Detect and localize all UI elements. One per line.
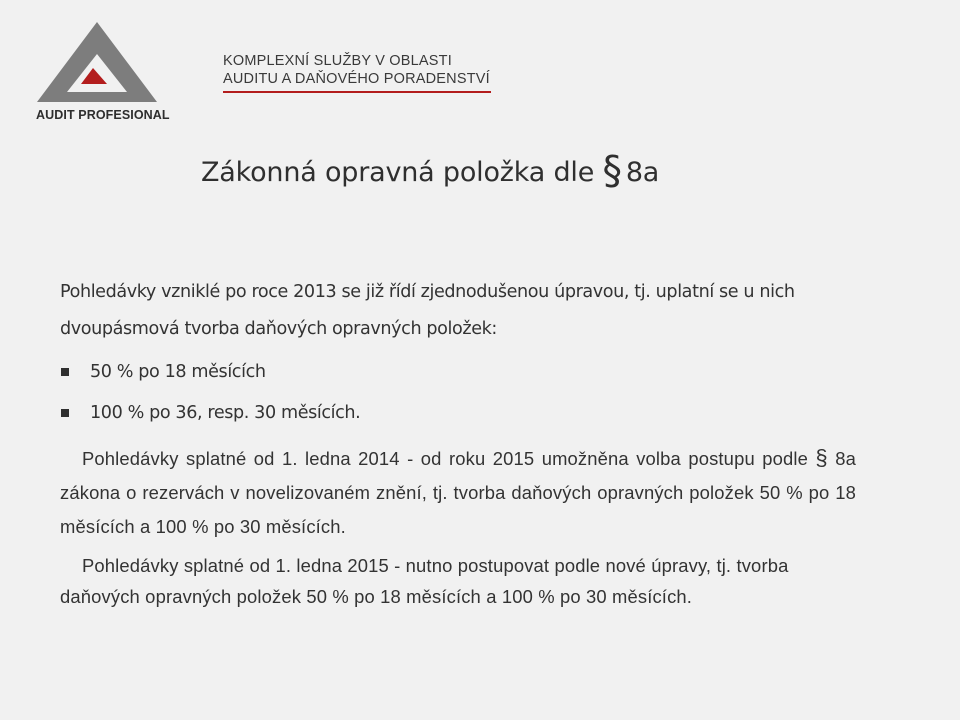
tagline-underline xyxy=(223,91,491,93)
bullet-text: 100 % po 36, resp. 30 měsících. xyxy=(90,403,361,423)
title-text: Zákonná opravná položka dle xyxy=(201,157,595,188)
slide-title xyxy=(201,146,660,194)
paragraph-2014-end: 8a zákona o rezervách v novelizovaném znění, tj. tvorba daňových opravných položek 50 % po 18 měsících a 100 % po 30 měsících. xyxy=(60,448,856,537)
paragraph-2015-text: Pohledávky splatné od 1. ledna 2015 - nutno postupovat podle nové úpravy, tj. tvorba daňových opravných položek 50 % po 18 měsících a 100 % po 30 měsících. xyxy=(60,555,789,607)
section-sign: § xyxy=(602,149,622,194)
company-tagline xyxy=(223,52,490,88)
bullet-item xyxy=(60,352,856,393)
section-sign: § xyxy=(815,445,828,470)
paragraph-2014-start: Pohledávky splatné od 1. ledna 2014 - od roku 2015 umožněna volba postupu podle xyxy=(82,448,808,469)
bullet-item xyxy=(60,393,856,434)
logo-caption: AUDIT PROFESIONAL xyxy=(36,108,170,122)
intro-paragraph: Pohledávky vzniklé po roce 2013 se již řídí zjednodušenou úpravou, tj. uplatní se u nich dvoupásmová tvorba daňových opravných položek: xyxy=(60,282,795,339)
slide-body xyxy=(60,274,856,612)
paragraph-2015 xyxy=(60,550,856,612)
tagline-line-2: AUDITU A DAŇOVÉHO PORADENSTVÍ xyxy=(223,71,490,87)
bullet-text: 50 % po 18 měsících xyxy=(90,362,266,382)
title-suffix: 8a xyxy=(625,157,660,188)
square-bullet-icon xyxy=(61,409,69,417)
tagline-line-1: KOMPLEXNÍ SLUŽBY V OBLASTI xyxy=(223,53,452,69)
square-bullet-icon xyxy=(61,368,69,376)
bullet-list xyxy=(60,352,856,434)
paragraph-2014 xyxy=(60,441,856,544)
